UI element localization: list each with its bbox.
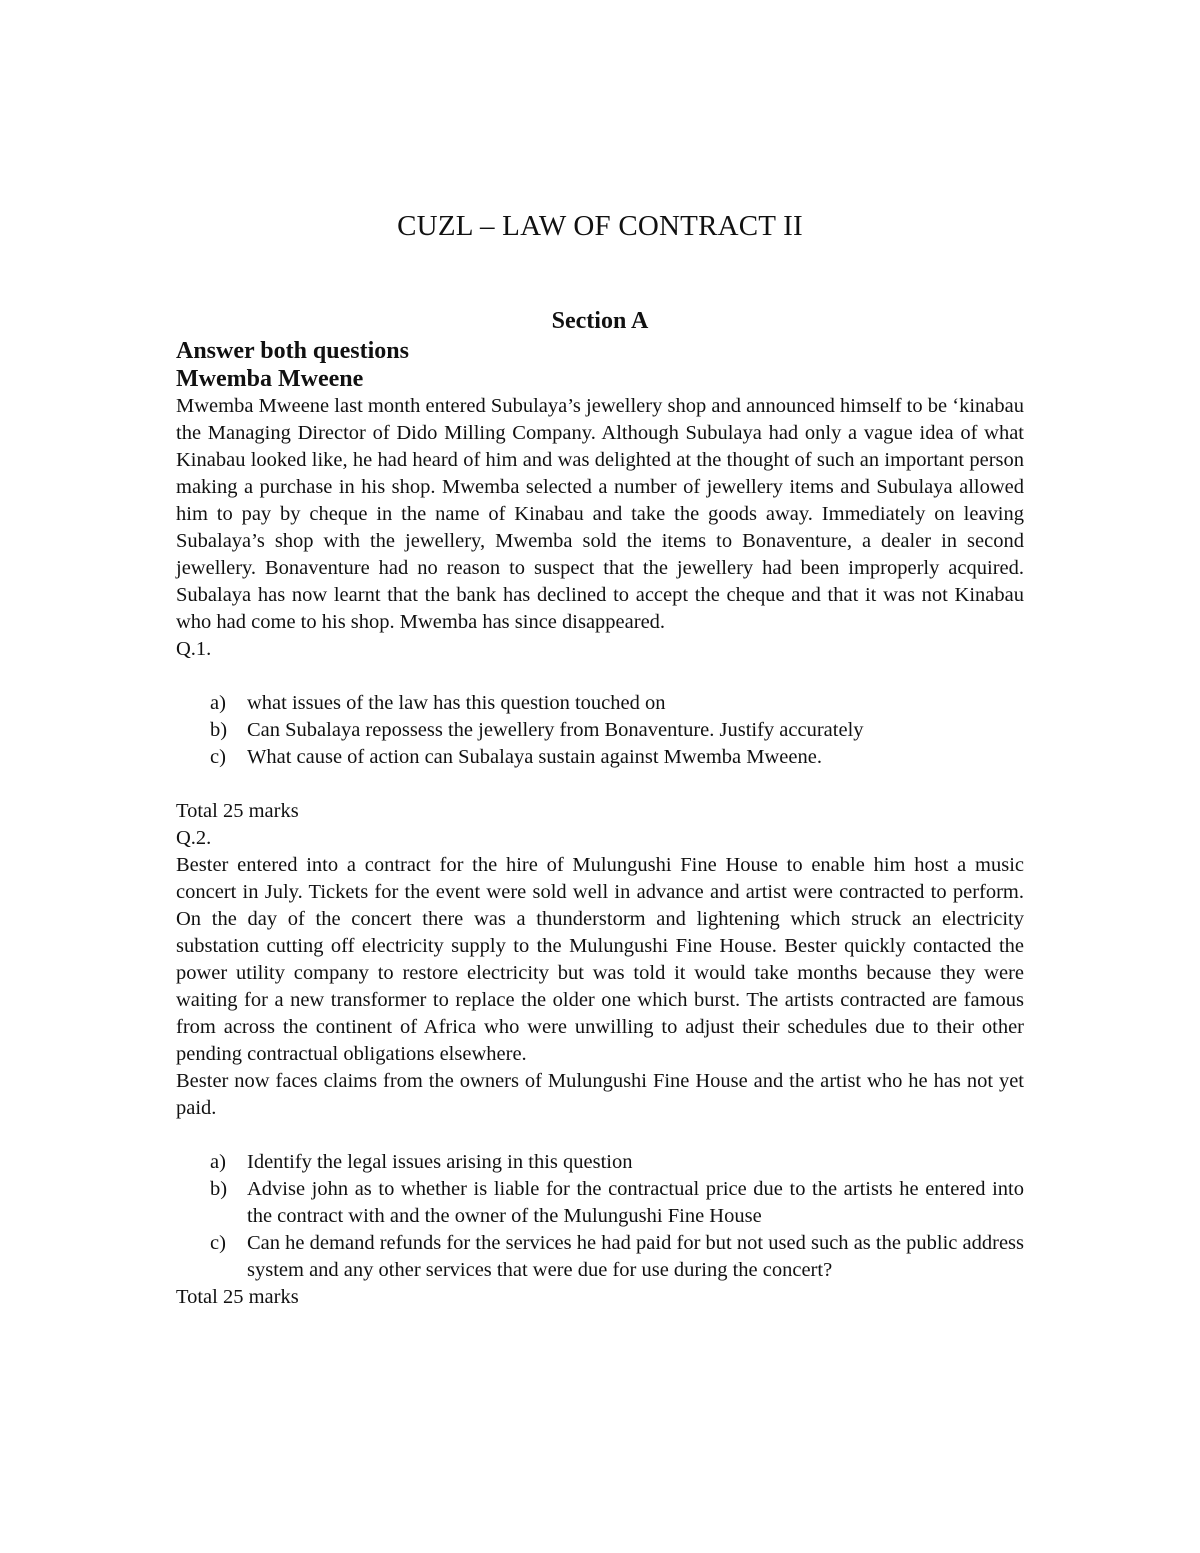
q1-subquestion-a xyxy=(176,690,1024,717)
q2-scenario-continued: Bester now faces claims from the owners of Mulungushi Fine House and the artist who he has not yet paid. xyxy=(176,1070,1024,1119)
q1-subquestions xyxy=(176,690,1024,771)
case-heading: Mwemba Mweene xyxy=(176,365,364,392)
q2-subquestion-a xyxy=(176,1149,1024,1176)
q1-subquestion-b xyxy=(176,717,1024,744)
q1-c-letter: c) xyxy=(210,746,226,768)
q2-subquestions xyxy=(176,1149,1024,1284)
q2-a-letter: a) xyxy=(210,1151,226,1173)
q2-total-marks: Total 25 marks xyxy=(176,1286,299,1308)
q1-subquestion-c xyxy=(176,744,1024,771)
section-heading: Section A xyxy=(551,308,649,334)
spacer xyxy=(176,663,1024,690)
q2-c-letter: c) xyxy=(210,1232,226,1254)
q2-label: Q.2. xyxy=(176,827,212,849)
q2-c-text: Can he demand refunds for the services he had paid for but not used such as the public address system and any other services that were due for use during the concert? xyxy=(247,1232,1024,1281)
q2-subquestion-b xyxy=(176,1176,1024,1230)
q1-label: Q.1. xyxy=(176,638,212,660)
q2-subquestion-c xyxy=(176,1230,1024,1284)
q1-b-text: Can Subalaya repossess the jewellery from Bonaventure. Justify accurately xyxy=(247,719,864,741)
document-title: CUZL – LAW OF CONTRACT II xyxy=(397,210,803,242)
spacer xyxy=(176,1122,1024,1149)
exam-content xyxy=(176,338,1024,1311)
q2-scenario: Bester entered into a contract for the hire of Mulungushi Fine House to enable him host a music concert in July. Tickets for the event were sold well in advance and artist were contracted to perform. On the day of the concert there was a thunderstorm and lightening which struck an electricity substation cutting off electricity supply to the Mulungushi Fine House. Bester quickly contacted the power utility company to restore electricity but was told it would take months because they were waiting for a new transformer to replace the older one which burst. The artists contracted are famous from across the continent of Africa who were unwilling to adjust their schedules due to their other pending contractual obligations elsewhere. xyxy=(176,854,1024,1065)
instruction-heading: Answer both questions xyxy=(176,338,409,364)
q1-a-letter: a) xyxy=(210,692,226,714)
q2-b-text: Advise john as to whether is liable for the contractual price due to the artists he entered into the contract with and the owner of the Mulungushi Fine House xyxy=(247,1178,1024,1227)
q1-total-marks: Total 25 marks xyxy=(176,800,299,822)
q2-b-letter: b) xyxy=(210,1178,228,1200)
q1-b-letter: b) xyxy=(210,719,228,741)
q2-a-text: Identify the legal issues arising in this question xyxy=(247,1151,633,1173)
spacer xyxy=(176,771,1024,798)
q1-a-text: what issues of the law has this question touched on xyxy=(247,692,666,714)
q1-c-text: What cause of action can Subalaya sustain against Mwemba Mweene. xyxy=(247,746,822,768)
q1-scenario: Mwemba Mweene last month entered Subulaya’s jewellery shop and announced himself to be ‘kinabau the Managing Director of Dido Milling Company. Although Subulaya had only a vague idea of what Kinabau looked like, he had heard of him and was delighted at the thought of such an important person making a purchase in his shop. Mwemba selected a number of jewellery items and Subulaya allowed him to pay by cheque in the name of Kinabau and take the goods away. Immediately on leaving Subalaya’s shop with the jewellery, Mwemba sold the items to Bonaventure, a dealer in second jewellery. Bonaventure had no reason to suspect that the jewellery had been improperly acquired. Subalaya has now learnt that the bank has declined to accept the cheque and that it was not Kinabau who had come to his shop. Mwemba has since disappeared. xyxy=(176,395,1024,633)
